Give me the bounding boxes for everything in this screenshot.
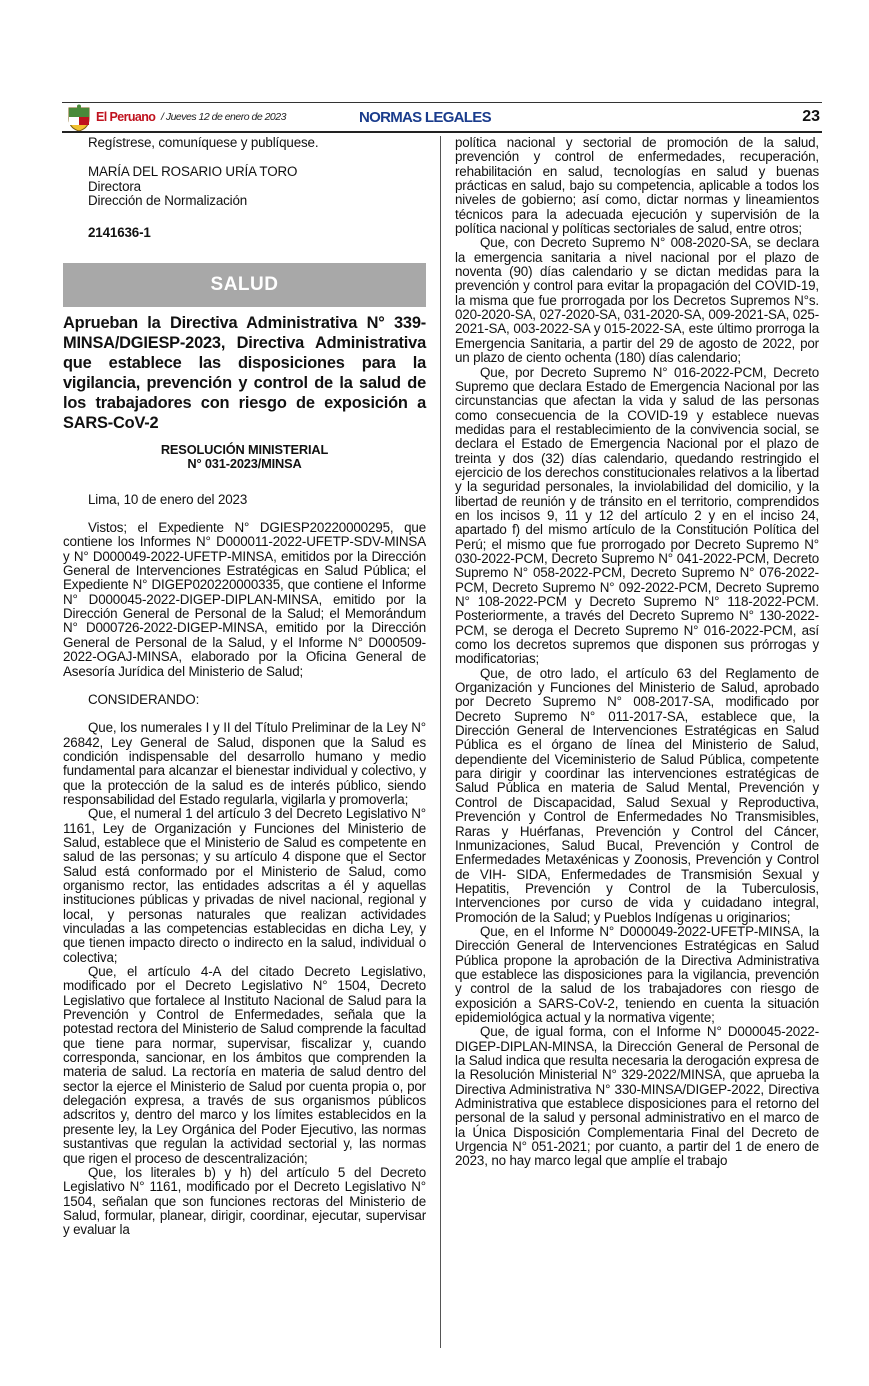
section-banner: SALUD (63, 263, 426, 307)
closing-formula: Regístrese, comuníquese y publíquese. (88, 135, 319, 150)
header-bottom-rule (62, 131, 822, 133)
right-column (455, 136, 819, 1169)
paragraph: Que, los numerales I y II del Título Preliminar de la Ley N° 26842, Ley General de Salud, disponen que la Salud es condición indispensable del desarrollo humano y medio fundamental para alcanzar el bienestar individual y colectivo, y que la protección de la salud es de interés público, siendo responsabilidad del Estado regularla, vigilarla y promoverla; (63, 720, 426, 807)
paragraph: Que, de otro lado, el artículo 63 del Reglamento de Organización y Funciones del Ministerio de Salud, aprobado por Decreto Supremo N° 008-2017-SA, modificado por Decreto Supremo N° 011-2017-SA, establece que, la Dirección General de Intervenciones Estratégicas en Salud Pública es el órgano de línea del Ministerio de Salud, dependiente del Viceministerio de Salud Pública, competente para dirigir y coordinar las intervenciones estratégicas de Salud Pública en materia de Salud Mental, Prevención y Control de Discapacidad, Salud Sexual y Reproductiva, Prevención y Control de Enfermedades No Transmisibles, Raras y Huérfanas, Prevención y Control del Cáncer, Inmunizaciones, Salud Bucal, Prevención y Control de Enfermedades Metaxénicas y Zoonosis, Prevención y Control de VIH- SIDA, Enfermedades de Transmisión Sexual y Hepatitis, Prevención y Control de la Tuberculosis, Intervenciones por curso de vida y cuidadano integral, Promoción de la Salud; y Pueblos Indígenas u originarios; (455, 665, 819, 925)
vistos-paragraph: Vistos; el Expediente N° DGIESP20220000295, que contiene los Informes N° D000011-2022-UFETP-SDV-MINSA y N° D000049-2022-UFETP-MINSA, emitidos por la Dirección General de Intervenciones Estratégicas en Salud Pública; el Expediente N° DIGEP020220000335, que contiene el Informe N° D000045-2022-DIGEP-DIPLAN-MINSA, emitido por la Dirección General de Personal de la Salud; el Memorándum N° D000726-2022-DIGEP-MINSA, emitido por la Dirección General de Personal de la Salud, y el Informe N° D000509-2022-OGAJ-MINSA, elaborado por la Oficina General de Asesoría Jurídica del Ministerio de Salud; (63, 520, 426, 679)
paragraph: Que, los literales b) y h) del artículo 5 del Decreto Legislativo N° 1161, modificado por el Decreto Legislativo N° 1504, señalan que son funciones rectoras del Ministerio de Salud, formular, planear, dirigir, coordinar, ejecutar, supervisar y evaluar la (63, 1164, 426, 1238)
paragraph: Que, en el Informe N° D000049-2022-UFETP-MINSA, la Dirección General de Intervenciones Estratégicas en Salud Pública propone la aprobación de la Directiva Administrativa que establece las disposiciones para la vigilancia, prevención y control de la salud de los trabajadores con riesgo de exposición a SARS-CoV-2, teniendo en cuenta la situación epidemiológica actual y la normativa vigente; (455, 923, 819, 1025)
resolution-number: N° 031-2023/MINSA (187, 455, 302, 471)
paragraph: Que, con Decreto Supremo N° 008-2020-SA, se declara la emergencia sanitaria a nivel nacional por el plazo de noventa (90) días calendario y se dictan medidas para la prevención y control para evitar la propagación del COVID-19, la misma que fue prorrogada por los Decretos Supremos N°s. 020-2020-SA, 027-2020-SA, 031-2020-SA, 009-2021-SA, 025-2021-SA, 003-2022-SA y 015-2022-SA, este último prorroga la Emergencia Sanitaria, a partir del 29 de agosto de 2022, por un plazo de ciento ochenta (180) días calendario; (455, 235, 819, 366)
paragraph: Que, el numeral 1 del artículo 3 del Decreto Legislativo N° 1161, Ley de Organización y Funciones del Ministerio de Salud, establece que el Ministerio de Salud es competente en salud de las personas; y su artículo 4 dispone que el Sector Salud está conformado por el Ministerio de Salud, como organismo rector, las entidades adscritas a él y aquellas instituciones públicas y privadas de nivel nacional, regional y local, y personas naturales que realizan actividades vinculadas a las competencias establecidas en dicha Ley, y que tienen impacto directo o indirecto en la salud, individual o colectiva; (63, 806, 426, 965)
resolution-heading (63, 443, 426, 471)
brand-name: El Peruano (96, 110, 156, 124)
place-date: Lima, 10 de enero del 2023 (88, 491, 248, 507)
left-column (63, 136, 426, 1238)
signer-name: MARÍA DEL ROSARIO URÍA TORO (88, 164, 298, 180)
paragraph-continuation: política nacional y sectorial de promoción de la salud, prevención y control de enfermedades, recuperación, rehabilitación en salud, tecnologías en salud y buenas prácticas en salud, bajo su competencia, aplicable a todos los niveles de gobierno; así como, dictar normas y lineamientos técnicos para la adecuada ejecución y supervisión de la política nacional y políticas sectoriales de salud, entre otros; (455, 135, 819, 237)
page-number: 23 (802, 108, 820, 125)
paragraph: Que, por Decreto Supremo N° 016-2022-PCM, Decreto Supremo que declara Estado de Emergencia Nacional por las circunstancias que afectan la vida y salud de las personas como consecuencia de la COVID-19 y establece nuevas medidas para el restablecimiento de la convivencia social, se declara el Estado de Emergencia Nacional por el plazo de treinta y dos (32) días calendario, quedando restringido el ejercicio de los derechos constitucionales relativos a la libertad y la seguridad personales, la inviolabilidad del domicilio, y la libertad de reunión y de tránsito en el territorio, comprendidos en los incisos 9, 11 y 12 del artículo 2 y en el inciso 24, apartado f) del mismo artículo de la Constitución Política del Perú; el mismo que fue prorrogado por Decreto Supremo N° 030-2022-PCM, Decreto Supremo N° 041-2022-PCM, Decreto Supremo N° 058-2022-PCM, Decreto Supremo N° 076-2022-PCM, Decreto Supremo N° 092-2022-PCM, Decreto Supremo N° 108-2022-PCM y Decreto Supremo N° 118-2022-PCM. Posteriormente, a través del Decreto Supremo N° 130-2022-PCM, se deroga el Decreto Supremo N° 016-2022-PCM, así como los decretos supremos que disponen sus prórrogas y modificatorias; (455, 364, 819, 667)
issue-date: / Jueves 12 de enero de 2023 (161, 111, 286, 123)
publication-code: 2141636-1 (88, 225, 151, 241)
signature-block (63, 165, 426, 208)
column-divider (440, 136, 441, 1348)
resolution-type: RESOLUCIÓN MINISTERIAL (160, 441, 329, 457)
signer-role: Directora (88, 178, 141, 194)
section-title: NORMAS LEGALES (359, 109, 491, 126)
coat-of-arms-icon (66, 104, 92, 132)
paragraph: Que, el artículo 4-A del citado Decreto Legislativo, modificado por el Decreto Legislativo N° 1504, Decreto Legislativo que fortalece al Instituto Nacional de Salud para la Prevención y Control de Enfermedades, señala que la potestad rectora del Ministerio de Salud comprende la facultad que tiene para normar, supervisar, fiscalizar y, cuando corresponda, sancionar, en los ámbitos que comprenden la materia de salud. La rectoría en materia de salud dentro del sector la ejerce el Ministerio de Salud por cuenta propia o, por delegación expresa, a través de sus organismos públicos adscritos y, dentro del marco y los límites establecidos en la presente ley, la Ley Orgánica del Poder Ejecutivo, las normas sustantivas que regulan la actividad sectorial y, las normas que rigen el proceso de descentralización; (63, 964, 426, 1166)
paragraph: Que, de igual forma, con el Informe N° D000045-2022-DIGEP-DIPLAN-MINSA, la Dirección General de Personal de la Salud indica que resulta necesaria la derogación expresa de la Resolución Ministerial N° 329-2022/MINSA, que aprueba la Directiva Administrativa N° 330-MINSA/DIGEP-2022, Directiva Administrativa que establece disposiciones para el retorno del personal de la salud y personal administrativo en el marco de la Única Disposición Complementaria Final del Decreto de Urgencia N° 051-2021; por cuanto, a partir del 1 de enero de 2023, no hay marco legal que amplíe el trabajo (455, 1024, 819, 1169)
signer-office: Dirección de Normalización (88, 193, 248, 209)
considerando-heading: CONSIDERANDO: (88, 691, 200, 707)
norm-title: Aprueban la Directiva Administrativa N° 339-MINSA/DGIESP-2023, Directiva Administrativa que establece las disposiciones para la vigilancia, prevención y control de la salud de los trabajadores con riesgo de exposición a SARS-CoV-2 (63, 313, 426, 432)
